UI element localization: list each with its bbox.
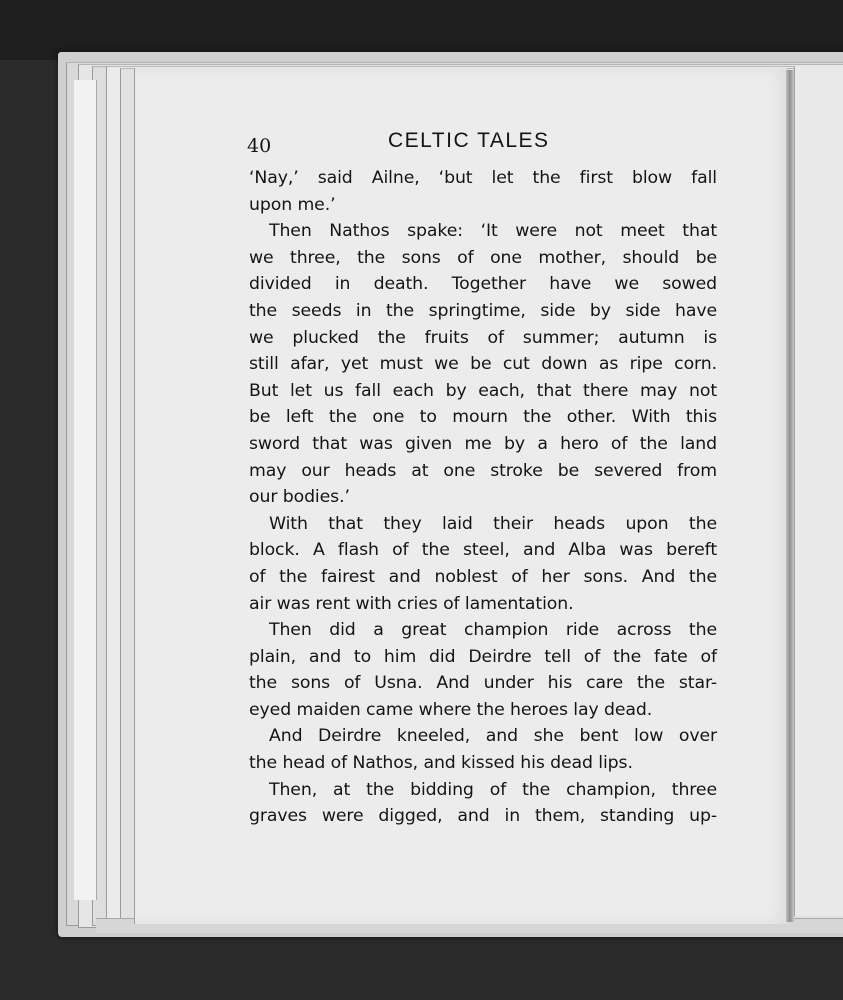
flyleaf-strip — [74, 80, 97, 900]
text-line: And Deirdre kneeled, and she bent low over — [269, 726, 717, 747]
text-line: the head of Nathos, and kissed his dead lips. — [249, 753, 633, 774]
text-line: air was rent with cries of lamentation. — [249, 593, 574, 614]
text-line: plain, and to him did Deirdre tell of the fate of — [249, 646, 717, 667]
text-line: upon me.’ — [249, 194, 336, 215]
text-line: divided in death. Together have we sowed — [249, 274, 717, 295]
text-line: Then, at the bidding of the champion, three — [269, 779, 717, 800]
text-line: we plucked the fruits of summer; autumn is — [249, 327, 717, 348]
text-line: graves were digged, and in them, standing up- — [249, 806, 717, 827]
text-line: the seeds in the springtime, side by side have — [249, 300, 717, 321]
page-header — [247, 129, 717, 161]
text-line: eyed maiden came where the heroes lay dead. — [249, 699, 653, 720]
text-line: of the fairest and noblest of her sons. And the — [249, 566, 717, 587]
book-gutter — [786, 70, 794, 922]
text-line: the sons of Usna. And under his care the star- — [249, 673, 717, 694]
page-number: 40 — [247, 135, 272, 157]
text-line: With that they laid their heads upon the — [269, 513, 717, 534]
body-text — [249, 165, 717, 830]
facing-page — [794, 66, 843, 916]
text-line: be left the one to mourn the other. With this — [249, 407, 717, 428]
text-line: our bodies.’ — [249, 487, 350, 508]
text-line: Then did a great champion ride across the — [269, 620, 717, 641]
text-line: may our heads at one stroke be severed from — [249, 460, 717, 481]
text-line: sword that was given me by a hero of the land — [249, 433, 717, 454]
text-line: Then Nathos spake: ‘It were not meet that — [269, 221, 717, 242]
text-line: still afar, yet must we be cut down as ripe corn. — [249, 354, 717, 375]
text-line: we three, the sons of one mother, should be — [249, 247, 717, 268]
running-title: CELTIC TALES — [388, 129, 550, 152]
text-line: ‘Nay,’ said Ailne, ‘but let the first blow fall — [249, 168, 717, 188]
text-line: But let us fall each by each, that there may not — [249, 380, 717, 401]
text-line: block. A flash of the steel, and Alba was bereft — [249, 540, 717, 561]
